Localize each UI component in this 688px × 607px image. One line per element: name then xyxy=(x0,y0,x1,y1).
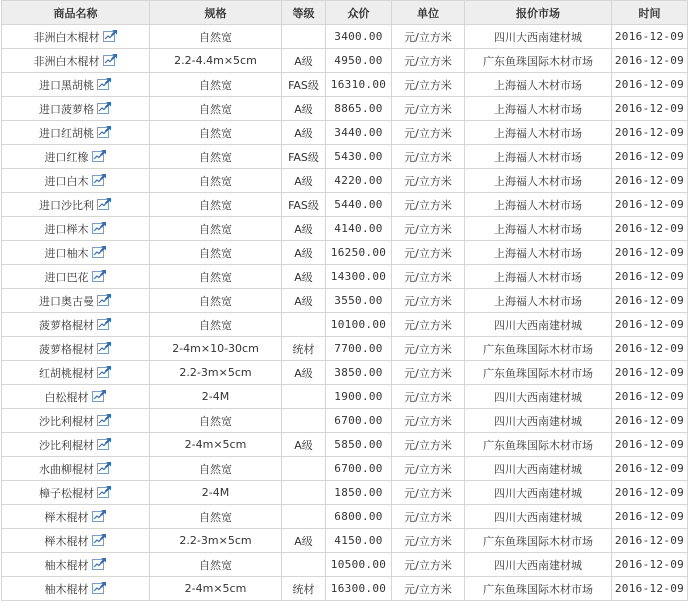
cell-price: 14300.00 xyxy=(326,265,392,289)
header-market: 报价市场 xyxy=(465,1,612,25)
table-row xyxy=(2,193,688,217)
table-row xyxy=(2,313,688,337)
table-row xyxy=(2,457,688,481)
cell-unit: 元/立方米 xyxy=(392,337,465,361)
cell-price: 1900.00 xyxy=(326,385,392,409)
product-name-link[interactable]: 榉木棍材 xyxy=(44,510,89,524)
cell-time: 2016-12-09 xyxy=(612,337,688,361)
cell-time: 2016-12-09 xyxy=(612,169,688,193)
product-name-link[interactable]: 榉木棍材 xyxy=(44,534,89,548)
header-spec: 规格 xyxy=(150,1,282,25)
cell-name xyxy=(2,289,150,313)
cell-unit: 元/立方米 xyxy=(392,97,465,121)
cell-price: 10500.00 xyxy=(326,553,392,577)
cell-spec: 自然宽 xyxy=(150,265,282,289)
cell-name xyxy=(2,97,150,121)
product-name-link[interactable]: 非洲白木棍材 xyxy=(33,54,100,68)
product-name-link[interactable]: 进口红胡桃 xyxy=(39,126,94,140)
product-name-link[interactable]: 柚木棍材 xyxy=(44,582,89,596)
product-name-link[interactable]: 菠萝格棍材 xyxy=(39,318,94,332)
product-name-link[interactable]: 柚木棍材 xyxy=(44,558,89,572)
cell-price: 16310.00 xyxy=(326,73,392,97)
trend-chart-icon[interactable] xyxy=(92,221,107,234)
cell-unit: 元/立方米 xyxy=(392,505,465,529)
cell-unit: 元/立方米 xyxy=(392,409,465,433)
trend-chart-icon[interactable] xyxy=(97,125,112,138)
cell-name xyxy=(2,25,150,49)
cell-name xyxy=(2,169,150,193)
trend-chart-icon[interactable] xyxy=(103,29,118,42)
cell-market: 广东鱼珠国际木材市场 xyxy=(465,529,612,553)
cell-time: 2016-12-09 xyxy=(612,361,688,385)
cell-price: 1850.00 xyxy=(326,481,392,505)
cell-unit: 元/立方米 xyxy=(392,577,465,601)
cell-spec: 自然宽 xyxy=(150,313,282,337)
cell-time: 2016-12-09 xyxy=(612,25,688,49)
cell-market: 四川大西南建材城 xyxy=(465,481,612,505)
cell-unit: 元/立方米 xyxy=(392,433,465,457)
product-name-link[interactable]: 沙比利棍材 xyxy=(39,414,94,428)
table-row xyxy=(2,289,688,313)
cell-grade: A级 xyxy=(282,529,326,553)
cell-spec: 2-4m×5cm xyxy=(150,577,282,601)
cell-name xyxy=(2,457,150,481)
cell-unit: 元/立方米 xyxy=(392,361,465,385)
cell-time: 2016-12-09 xyxy=(612,121,688,145)
cell-name xyxy=(2,193,150,217)
cell-name xyxy=(2,265,150,289)
cell-price: 8865.00 xyxy=(326,97,392,121)
cell-spec: 自然宽 xyxy=(150,25,282,49)
cell-grade xyxy=(282,553,326,577)
cell-unit: 元/立方米 xyxy=(392,145,465,169)
cell-grade xyxy=(282,25,326,49)
price-table xyxy=(1,0,688,601)
cell-grade: 统材 xyxy=(282,577,326,601)
cell-grade: A级 xyxy=(282,361,326,385)
product-name-link[interactable]: 樟子松棍材 xyxy=(39,486,94,500)
trend-chart-icon[interactable] xyxy=(97,413,112,426)
cell-grade xyxy=(282,505,326,529)
header-price: 众价 xyxy=(326,1,392,25)
cell-spec: 自然宽 xyxy=(150,409,282,433)
cell-unit: 元/立方米 xyxy=(392,313,465,337)
cell-market: 四川大西南建材城 xyxy=(465,409,612,433)
cell-unit: 元/立方米 xyxy=(392,169,465,193)
cell-spec: 自然宽 xyxy=(150,121,282,145)
cell-spec: 2-4m×5cm xyxy=(150,433,282,457)
cell-name xyxy=(2,217,150,241)
cell-unit: 元/立方米 xyxy=(392,265,465,289)
table-row xyxy=(2,265,688,289)
cell-time: 2016-12-09 xyxy=(612,409,688,433)
table-row xyxy=(2,121,688,145)
cell-grade: FAS级 xyxy=(282,73,326,97)
trend-chart-icon[interactable] xyxy=(97,341,112,354)
cell-unit: 元/立方米 xyxy=(392,217,465,241)
cell-name xyxy=(2,121,150,145)
cell-spec: 自然宽 xyxy=(150,73,282,97)
table-row xyxy=(2,49,688,73)
product-name-link[interactable]: 水曲柳棍材 xyxy=(39,462,94,476)
cell-market: 广东鱼珠国际木材市场 xyxy=(465,577,612,601)
cell-unit: 元/立方米 xyxy=(392,289,465,313)
cell-time: 2016-12-09 xyxy=(612,529,688,553)
cell-name xyxy=(2,433,150,457)
table-row xyxy=(2,337,688,361)
table-row xyxy=(2,529,688,553)
cell-name xyxy=(2,529,150,553)
cell-time: 2016-12-09 xyxy=(612,385,688,409)
header-unit: 单位 xyxy=(392,1,465,25)
cell-grade: A级 xyxy=(282,241,326,265)
cell-grade: A级 xyxy=(282,49,326,73)
cell-spec: 2.2-3m×5cm xyxy=(150,529,282,553)
cell-market: 广东鱼珠国际木材市场 xyxy=(465,433,612,457)
product-name-link[interactable]: 进口奥古曼 xyxy=(39,294,94,308)
table-header-row xyxy=(2,1,688,25)
cell-unit: 元/立方米 xyxy=(392,529,465,553)
cell-market: 上海福人木材市场 xyxy=(465,73,612,97)
cell-unit: 元/立方米 xyxy=(392,49,465,73)
trend-chart-icon[interactable] xyxy=(97,437,112,450)
cell-price: 10100.00 xyxy=(326,313,392,337)
cell-grade: FAS级 xyxy=(282,193,326,217)
cell-unit: 元/立方米 xyxy=(392,481,465,505)
cell-price: 3440.00 xyxy=(326,121,392,145)
product-name-link[interactable]: 进口巴花 xyxy=(44,270,89,284)
cell-time: 2016-12-09 xyxy=(612,481,688,505)
cell-unit: 元/立方米 xyxy=(392,121,465,145)
cell-grade: A级 xyxy=(282,97,326,121)
table-row xyxy=(2,505,688,529)
cell-unit: 元/立方米 xyxy=(392,457,465,481)
cell-spec: 自然宽 xyxy=(150,289,282,313)
trend-chart-icon[interactable] xyxy=(103,53,118,66)
cell-market: 上海福人木材市场 xyxy=(465,265,612,289)
cell-spec: 自然宽 xyxy=(150,193,282,217)
cell-market: 上海福人木材市场 xyxy=(465,193,612,217)
cell-market: 四川大西南建材城 xyxy=(465,25,612,49)
cell-time: 2016-12-09 xyxy=(612,433,688,457)
cell-time: 2016-12-09 xyxy=(612,73,688,97)
cell-price: 3550.00 xyxy=(326,289,392,313)
cell-price: 7700.00 xyxy=(326,337,392,361)
cell-spec: 自然宽 xyxy=(150,457,282,481)
cell-time: 2016-12-09 xyxy=(612,457,688,481)
cell-market: 上海福人木材市场 xyxy=(465,169,612,193)
cell-grade: 统材 xyxy=(282,337,326,361)
cell-spec: 2.2-4.4m×5cm xyxy=(150,49,282,73)
table-body xyxy=(2,25,688,601)
cell-spec: 2-4m×10-30cm xyxy=(150,337,282,361)
trend-chart-icon[interactable] xyxy=(92,269,107,282)
cell-price: 4150.00 xyxy=(326,529,392,553)
cell-spec: 自然宽 xyxy=(150,553,282,577)
cell-price: 3400.00 xyxy=(326,25,392,49)
table-row xyxy=(2,553,688,577)
header-time: 时间 xyxy=(612,1,688,25)
cell-price: 5440.00 xyxy=(326,193,392,217)
table-row xyxy=(2,577,688,601)
table-row xyxy=(2,145,688,169)
trend-chart-icon[interactable] xyxy=(97,77,112,90)
trend-chart-icon[interactable] xyxy=(97,197,112,210)
cell-market: 广东鱼珠国际木材市场 xyxy=(465,361,612,385)
cell-price: 6700.00 xyxy=(326,409,392,433)
product-name-link[interactable]: 进口黑胡桃 xyxy=(39,78,94,92)
table-row xyxy=(2,73,688,97)
product-name-link[interactable]: 进口柚木 xyxy=(44,246,89,260)
cell-name xyxy=(2,361,150,385)
cell-price: 5430.00 xyxy=(326,145,392,169)
cell-grade: A级 xyxy=(282,433,326,457)
cell-unit: 元/立方米 xyxy=(392,193,465,217)
cell-spec: 自然宽 xyxy=(150,97,282,121)
cell-name xyxy=(2,409,150,433)
cell-market: 上海福人木材市场 xyxy=(465,121,612,145)
trend-chart-icon[interactable] xyxy=(92,509,107,522)
cell-time: 2016-12-09 xyxy=(612,265,688,289)
table-row xyxy=(2,409,688,433)
cell-price: 16300.00 xyxy=(326,577,392,601)
cell-unit: 元/立方米 xyxy=(392,25,465,49)
table-row xyxy=(2,217,688,241)
header-name: 商品名称 xyxy=(2,1,150,25)
product-name-link[interactable]: 白松棍材 xyxy=(44,390,89,404)
cell-spec: 自然宽 xyxy=(150,169,282,193)
table-row xyxy=(2,169,688,193)
cell-market: 广东鱼珠国际木材市场 xyxy=(465,337,612,361)
cell-time: 2016-12-09 xyxy=(612,505,688,529)
cell-time: 2016-12-09 xyxy=(612,49,688,73)
trend-chart-icon[interactable] xyxy=(92,173,107,186)
cell-unit: 元/立方米 xyxy=(392,73,465,97)
cell-market: 上海福人木材市场 xyxy=(465,145,612,169)
cell-grade xyxy=(282,409,326,433)
cell-unit: 元/立方米 xyxy=(392,385,465,409)
cell-unit: 元/立方米 xyxy=(392,241,465,265)
trend-chart-icon[interactable] xyxy=(92,149,107,162)
product-name-link[interactable]: 进口红橡 xyxy=(44,150,89,164)
cell-name xyxy=(2,481,150,505)
trend-chart-icon[interactable] xyxy=(92,581,107,594)
product-name-link[interactable]: 沙比利棍材 xyxy=(39,438,94,452)
cell-spec: 自然宽 xyxy=(150,241,282,265)
cell-price: 6800.00 xyxy=(326,505,392,529)
trend-chart-icon[interactable] xyxy=(97,293,112,306)
table-row xyxy=(2,97,688,121)
cell-price: 4950.00 xyxy=(326,49,392,73)
cell-market: 四川大西南建材城 xyxy=(465,505,612,529)
trend-chart-icon[interactable] xyxy=(92,245,107,258)
trend-chart-icon[interactable] xyxy=(97,101,112,114)
cell-name xyxy=(2,145,150,169)
cell-time: 2016-12-09 xyxy=(612,577,688,601)
cell-price: 3850.00 xyxy=(326,361,392,385)
product-name-link[interactable]: 菠萝格棍材 xyxy=(39,342,94,356)
cell-grade: A级 xyxy=(282,169,326,193)
cell-name xyxy=(2,49,150,73)
table-row xyxy=(2,433,688,457)
table-row xyxy=(2,25,688,49)
cell-price: 5850.00 xyxy=(326,433,392,457)
cell-grade: A级 xyxy=(282,289,326,313)
trend-chart-icon[interactable] xyxy=(97,461,112,474)
cell-time: 2016-12-09 xyxy=(612,553,688,577)
cell-name xyxy=(2,313,150,337)
trend-chart-icon[interactable] xyxy=(92,557,107,570)
cell-price: 4140.00 xyxy=(326,217,392,241)
cell-name xyxy=(2,241,150,265)
cell-unit: 元/立方米 xyxy=(392,553,465,577)
cell-price: 6700.00 xyxy=(326,457,392,481)
cell-market: 四川大西南建材城 xyxy=(465,553,612,577)
trend-chart-icon[interactable] xyxy=(97,365,112,378)
cell-grade xyxy=(282,457,326,481)
cell-market: 四川大西南建材城 xyxy=(465,457,612,481)
cell-spec: 自然宽 xyxy=(150,505,282,529)
cell-time: 2016-12-09 xyxy=(612,145,688,169)
product-name-link[interactable]: 红胡桃棍材 xyxy=(39,366,94,380)
cell-name xyxy=(2,505,150,529)
cell-name xyxy=(2,553,150,577)
cell-spec: 2.2-3m×5cm xyxy=(150,361,282,385)
product-name-link[interactable]: 进口菠萝格 xyxy=(39,102,94,116)
cell-time: 2016-12-09 xyxy=(612,217,688,241)
cell-market: 四川大西南建材城 xyxy=(465,385,612,409)
cell-time: 2016-12-09 xyxy=(612,193,688,217)
cell-price: 16250.00 xyxy=(326,241,392,265)
cell-market: 广东鱼珠国际木材市场 xyxy=(465,49,612,73)
cell-grade: A级 xyxy=(282,265,326,289)
table-row xyxy=(2,241,688,265)
trend-chart-icon[interactable] xyxy=(97,317,112,330)
cell-market: 上海福人木材市场 xyxy=(465,289,612,313)
cell-time: 2016-12-09 xyxy=(612,97,688,121)
trend-chart-icon[interactable] xyxy=(97,485,112,498)
cell-spec: 2-4M xyxy=(150,385,282,409)
cell-grade xyxy=(282,385,326,409)
header-grade: 等级 xyxy=(282,1,326,25)
cell-market: 上海福人木材市场 xyxy=(465,217,612,241)
cell-name xyxy=(2,385,150,409)
product-name-link[interactable]: 非洲白木棍材 xyxy=(33,30,100,44)
cell-grade xyxy=(282,313,326,337)
cell-name xyxy=(2,577,150,601)
table-row xyxy=(2,481,688,505)
cell-spec: 自然宽 xyxy=(150,217,282,241)
table-row xyxy=(2,361,688,385)
trend-chart-icon[interactable] xyxy=(92,533,107,546)
cell-market: 上海福人木材市场 xyxy=(465,241,612,265)
cell-time: 2016-12-09 xyxy=(612,289,688,313)
cell-spec: 2-4M xyxy=(150,481,282,505)
cell-grade: A级 xyxy=(282,121,326,145)
cell-price: 4220.00 xyxy=(326,169,392,193)
cell-name xyxy=(2,73,150,97)
cell-grade: FAS级 xyxy=(282,145,326,169)
cell-market: 四川大西南建材城 xyxy=(465,313,612,337)
cell-spec: 自然宽 xyxy=(150,145,282,169)
product-name-link[interactable]: 进口沙比利 xyxy=(39,198,94,212)
product-name-link[interactable]: 进口榉木 xyxy=(44,222,89,236)
cell-market: 上海福人木材市场 xyxy=(465,97,612,121)
table-row xyxy=(2,385,688,409)
trend-chart-icon[interactable] xyxy=(92,389,107,402)
cell-grade xyxy=(282,481,326,505)
cell-time: 2016-12-09 xyxy=(612,241,688,265)
cell-time: 2016-12-09 xyxy=(612,313,688,337)
cell-grade: A级 xyxy=(282,217,326,241)
cell-name xyxy=(2,337,150,361)
product-name-link[interactable]: 进口白木 xyxy=(44,174,89,188)
